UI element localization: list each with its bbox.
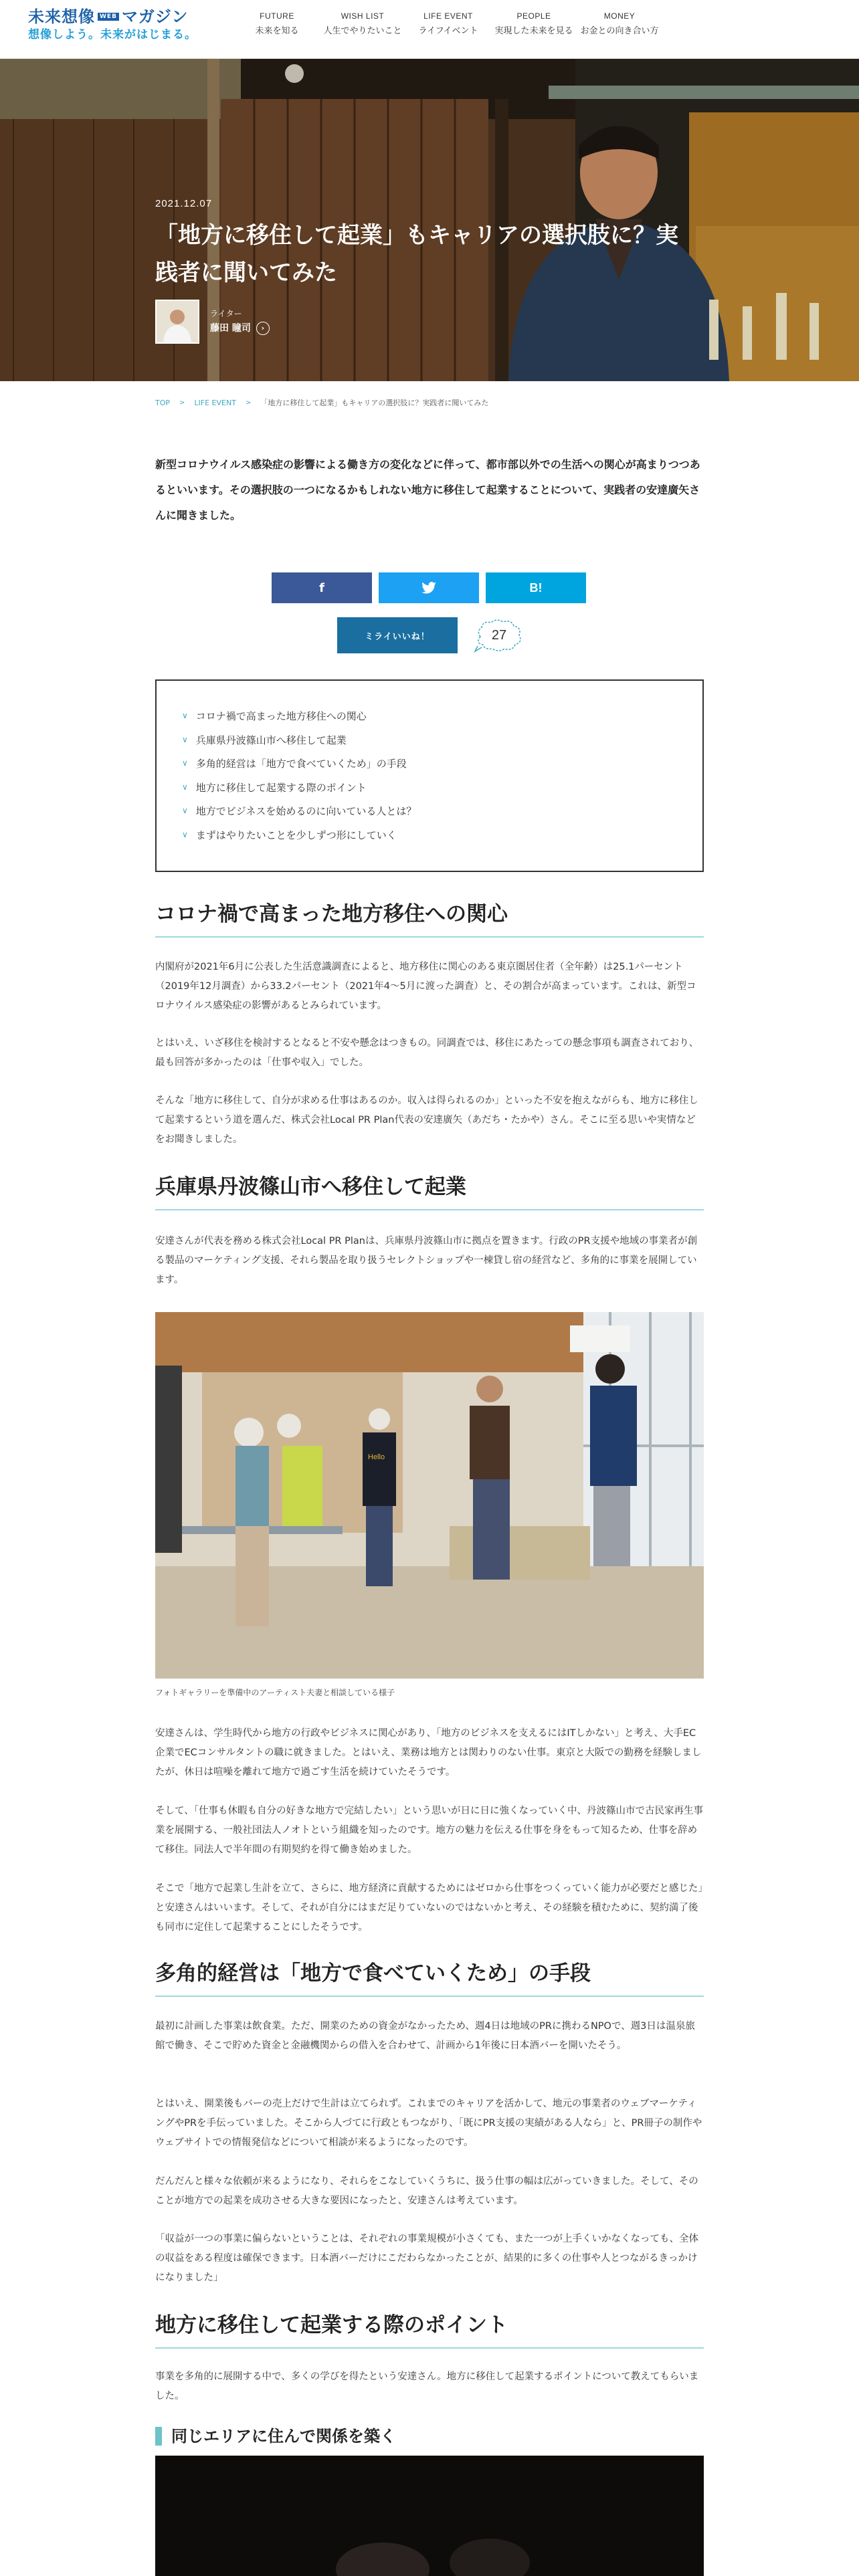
toc-item[interactable]: ∨ 地方に移住して起業する際のポイント [182, 776, 702, 800]
like-button[interactable]: ミライいいね！ [337, 617, 458, 653]
paragraph: 最初に計画した事業は飲食業。ただ、開業のための資金がなかったため、週4日は地域のPRに携わるNPOで、週3日は温泉旅館で働き、そこで貯めた資金と金融機関からの借入を合わせて、計画から1年後に日本酒バーを開いたそう。 [155, 2021, 695, 2051]
chevron-right-icon: > [179, 399, 185, 407]
nav-item-life-event[interactable]: LIFE EVENT ライフイベント [418, 11, 478, 36]
chevron-down-icon: ∨ [182, 734, 188, 744]
breadcrumb [155, 397, 488, 408]
nav-item-wish-list[interactable]: WISH LIST 人生でやりたいこと [323, 11, 402, 36]
article-lead: 新型コロナウイルス感染症の影響による働き方の変化などに伴って、都市部以外での生活への関心が高まりつつあるといいます。その選択肢の一つになるかもしれない地方に移住して起業することについて、実践者の安達廣矢さんに聞きました。 [155, 458, 700, 522]
paragraph: だんだんと様々な依頼が来るようになり、それらをこなしていくうちに、扱う仕事の幅は広がっていきました。そして、そのことが地方での起業を成功させる大きな要因になったと、安達さんは考えています。 [155, 2176, 698, 2206]
nav-item-money[interactable]: MONEY お金との向き合い方 [580, 11, 659, 36]
like-count-bubble [474, 617, 524, 654]
paragraph: そこで「地方で起業し生計を立て、さらに、地方経済に貢献するためにはゼロから仕事をつくっていく能力が必要だと感じた」と安達さんはいいます。そして、それが自分にはまだ足りていないのではないかと考え、その経験を積むために、契約満了後も同市に定住して起業することにしたそうです。 [155, 1883, 703, 1933]
table-of-contents [155, 679, 704, 872]
svg-text:Hello: Hello [368, 1453, 385, 1461]
paragraph: 内閣府が2021年6月に公表した生活意識調査によると、地方移住に関心のある東京圏居住者（全年齢）は25.1パーセント（2019年12月調査）から33.2パーセント（2021年4〜5月に渡った調査）と、その割合が高まっています。これは、新型コロナウイルス感染症の影響があるとみられています。 [155, 962, 696, 1011]
site-header [0, 0, 859, 59]
toc-item[interactable]: ∨ 多角的経営は「地方で食べていくため」の手段 [182, 752, 702, 776]
breadcrumb-category[interactable]: LIFE EVENT [194, 398, 236, 407]
toc-item[interactable]: ∨ 兵庫県丹波篠山市へ移住して起業 [182, 729, 702, 753]
share-buttons [272, 572, 593, 603]
section-heading: 地方に移住して起業する際のポイント [155, 2310, 704, 2349]
article-title: 「地方に移住して起業」もキャリアの選択肢に？実践者に聞いてみた [155, 222, 678, 286]
chevron-right-icon: > [245, 399, 252, 407]
toc-item[interactable]: ∨ まずはやりたいことを少しずつ形にしていく [182, 824, 702, 848]
facebook-share-button[interactable] [272, 572, 372, 603]
paragraph: 事業を多角的に展開する中で、多くの学びを得たという安達さん。地方に移住して起業するポイントについて教えてもらいました。 [155, 2371, 699, 2401]
paragraph: とはいえ、開業後もバーの売上だけで生計は立てられず。これまでのキャリアを活かして、地元の事業者のウェブマーケティングやPRを手伝っていました。そこから人づてに行政ともつながり、「既にPR支援の実績がある人なら」と、PR冊子の制作やウェブサイトでの情報発信などについて相談が来るようになったのです。 [155, 2099, 702, 2148]
paragraph: そして、「仕事も休暇も自分の好きな地方で完結したい」という思いが日に日に強くなっていく中、丹波篠山市で古民家再生事業を展開する、一般社団法人ノオトという組織を知ったのです。地方の魅力を伝える仕事を身をもって知るため、仕事を辞めて移住。同法人で半年間の有期契約を得て働き始めました。 [155, 1806, 703, 1855]
author-name[interactable]: 藤田 瞳司 [210, 323, 251, 334]
breadcrumb-top[interactable]: TOP [155, 398, 171, 407]
chevron-right-icon[interactable]: › [256, 322, 270, 335]
twitter-share-button[interactable] [379, 572, 479, 603]
site-logo[interactable] [28, 7, 215, 48]
section-heading: コロナ禍で高まった地方移住への関心 [155, 899, 704, 938]
chevron-down-icon: ∨ [182, 711, 188, 720]
breadcrumb-current: 「地方に移住して起業」もキャリアの選択肢に？実践者に聞いてみた [260, 399, 489, 407]
section-heading: 多角的経営は「地方で食べていくため」の手段 [155, 1958, 704, 1997]
paragraph: とはいえ、いざ移住を検討するとなると不安や懸念はつきもの。同調査では、移住にあたっての懸念事項も調査されており、最も回答が多かったのは「仕事や収入」でした。 [155, 1038, 699, 1068]
author-role: ライター [210, 309, 242, 318]
author-block [155, 300, 270, 344]
photo-caption: フォトギャラリーを準備中のアーティスト夫妻と相談している様子 [155, 1688, 395, 1697]
toc-item[interactable]: ∨ 地方でビジネスを始めるのに向いている人とは？ [182, 800, 702, 824]
chevron-down-icon: ∨ [182, 758, 188, 768]
paragraph: 安達さんが代表を務める株式会社Local PR Planは、兵庫県丹波篠山市に拠点を置きます。行政のPR支援や地域の事業者が創る製品のマーケティング支援、それら製品を取り扱うセレクトショップや一棟貸し宿の経営など、多角的に事業を展開しています。 [155, 1236, 698, 1285]
logo-wordmark: 未来想像 WEB マガジン [28, 7, 189, 26]
hatena-icon: B! [529, 580, 543, 595]
article-date: 2021.12.07 [155, 198, 213, 209]
section-heading: 兵庫県丹波篠山市へ移住して起業 [155, 1172, 704, 1210]
paragraph: 安達さんは、学生時代から地方の行政やビジネスに関心があり、「地方のビジネスを支えるにはITしかない」と考え、大手EC企業でECコンサルタントの職に就きました。とはいえ、業務は地方とは関わりのない仕事。東京と大阪での勤務を経験しましたが、休日は喧噪を離れて地方で過ごす生活を続けていたそうです。 [155, 1728, 702, 1778]
chevron-down-icon: ∨ [182, 829, 188, 839]
paragraph: 「収益が一つの事業に偏らないということは、それぞれの事業規模が小さくても、また一つが上手くいかなくなっても、全体の収益をある程度は確保できます。日本酒バーだけにこだわらなかったことが、結果的に多くの仕事や人とつながるきっかけになりました」 [155, 2234, 698, 2283]
like-count: 27 [491, 627, 507, 643]
toc-item[interactable]: ∨ コロナ禍で高まった地方移住への関心 [182, 705, 702, 729]
chevron-down-icon: ∨ [182, 782, 188, 792]
article-photo [155, 2456, 704, 2576]
subsection-heading: 同じエリアに住んで関係を築く [155, 2425, 704, 2448]
logo-tagline: 想像しよう。未来がはじまる。 [28, 28, 197, 41]
twitter-icon [421, 582, 436, 594]
hatena-bookmark-button[interactable] [486, 572, 586, 603]
hero-section [0, 59, 859, 381]
chevron-down-icon: ∨ [182, 806, 188, 815]
global-nav [234, 9, 662, 40]
nav-item-future[interactable]: FUTURE 未来を知る [255, 11, 299, 36]
article-photo [155, 1312, 704, 1679]
nav-item-people[interactable]: PEOPLE 実現した未来を見る [494, 11, 573, 36]
paragraph: そんな「地方に移住して、自分が求める仕事はあるのか。収入は得られるのか」といった不安を抱えながらも、地方に移住して起業するという道を選んだ、株式会社Local PR Plan代表の安達廣矢（あだち・たかや）さん。そこに至る思いや実情などをお聞きしました。 [155, 1095, 698, 1145]
avatar[interactable] [155, 300, 199, 344]
facebook-icon: f [319, 580, 324, 595]
like-area [337, 617, 524, 654]
